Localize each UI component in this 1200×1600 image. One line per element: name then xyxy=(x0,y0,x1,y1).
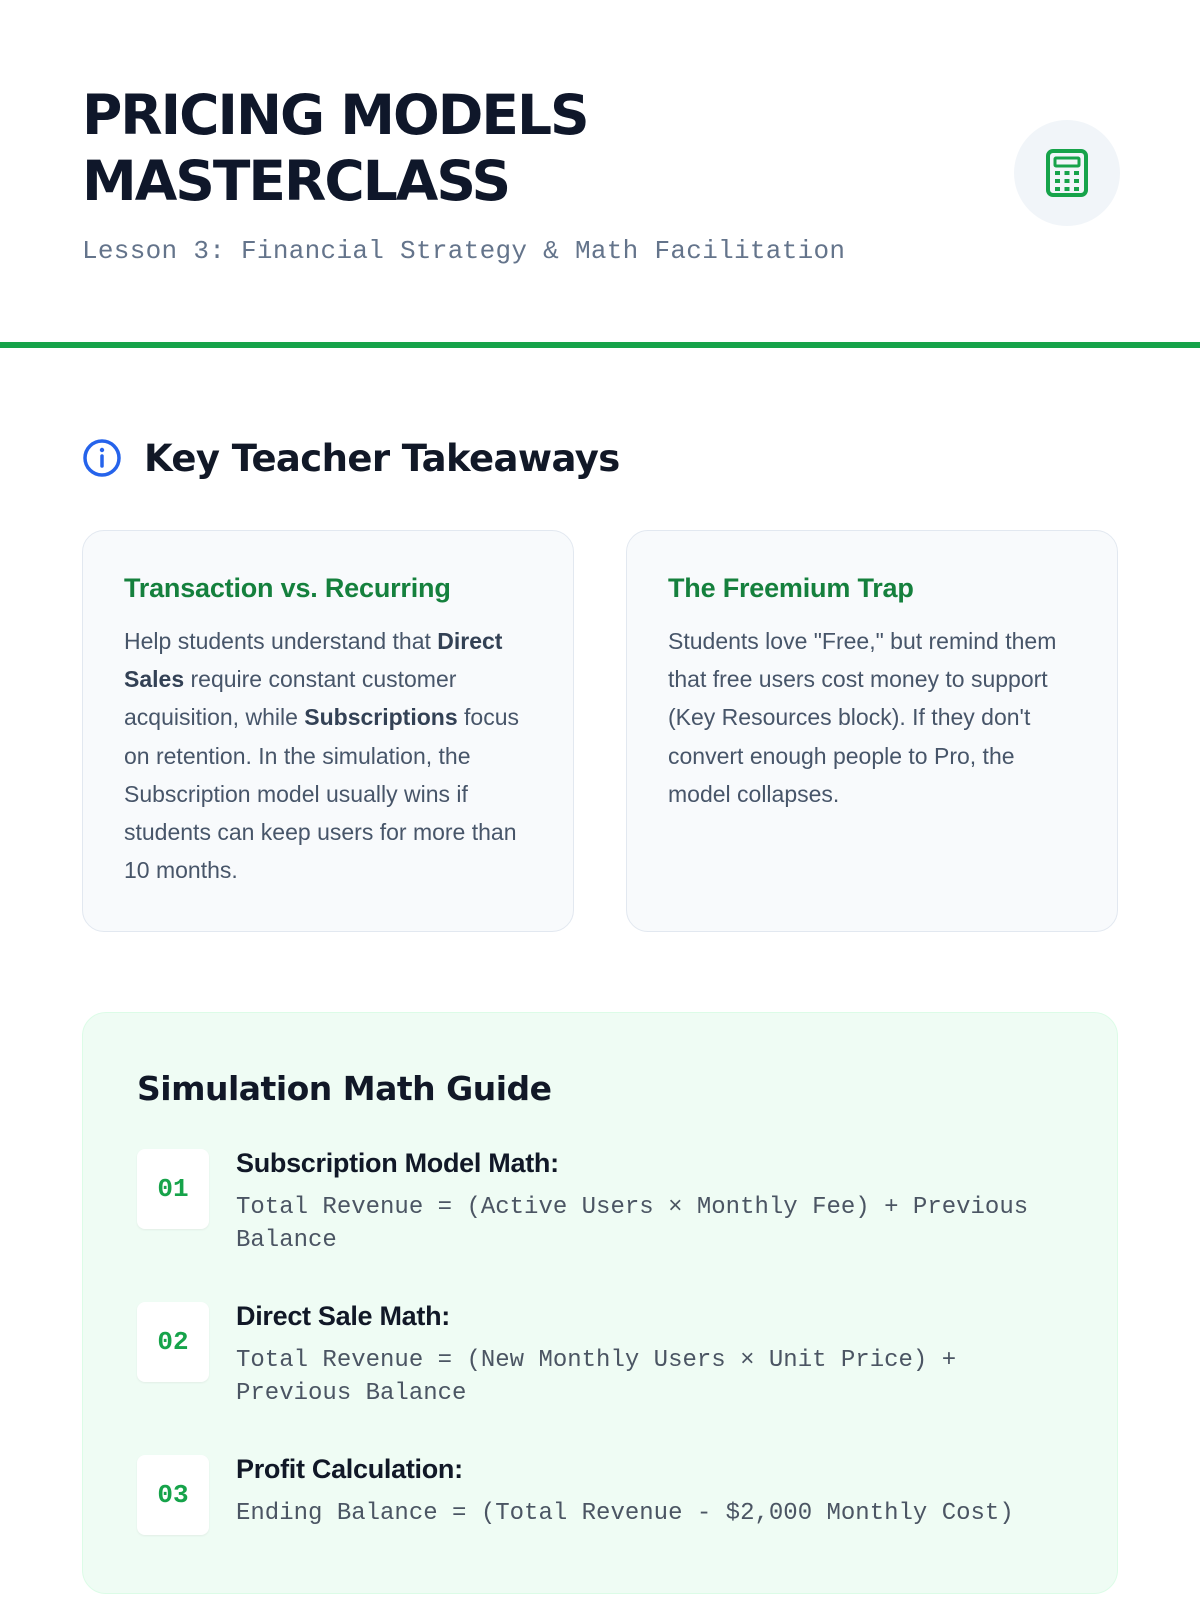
takeaways-section xyxy=(0,428,1200,932)
page-title xyxy=(82,82,802,214)
step-content xyxy=(236,1301,1063,1410)
takeaway-cards xyxy=(82,530,1118,932)
card-body xyxy=(124,622,533,889)
card-text: require constant customer acquisition, while xyxy=(124,666,457,731)
card-title: Transaction vs. Recurring xyxy=(124,573,451,603)
card-text: Students love "Free," but remind them that free users cost money to support (Key Resources block). If they don't convert enough people to Pro, the model collapses. xyxy=(668,628,1057,807)
takeaways-title: Key Teacher Takeaways xyxy=(144,436,620,480)
calculator-icon xyxy=(1045,148,1089,198)
card-title: The Freemium Trap xyxy=(668,573,914,603)
step-number: 01 xyxy=(137,1149,209,1229)
math-step xyxy=(137,1301,1063,1454)
step-content xyxy=(236,1454,1014,1530)
page-header xyxy=(0,0,1200,348)
step-number: 02 xyxy=(137,1302,209,1382)
card-text: Help students understand that xyxy=(124,628,438,654)
math-guide-title: Simulation Math Guide xyxy=(137,1069,552,1108)
calculator-badge xyxy=(1014,120,1120,226)
step-formula: Total Revenue = (New Monthly Users × Unit Price) + Previous Balance xyxy=(236,1347,957,1407)
takeaway-card xyxy=(82,530,574,932)
card-text: focus on retention. In the simulation, the Subscription model usually wins if students can keep users for more than 10 months. xyxy=(124,704,519,884)
card-body xyxy=(668,622,1077,813)
step-formula: Ending Balance = (Total Revenue - $2,000 Monthly Cost) xyxy=(236,1500,1014,1527)
step-formula: Total Revenue = (Active Users × Monthly Fee) + Previous Balance xyxy=(236,1194,1029,1254)
step-number: 03 xyxy=(137,1455,209,1535)
math-step xyxy=(137,1148,1063,1301)
card-emphasis: Direct Sales xyxy=(124,628,503,693)
lesson-subtitle: Lesson 3: Financial Strategy & Math Facilitation xyxy=(82,236,846,266)
step-label: Profit Calculation: xyxy=(236,1454,463,1484)
math-steps xyxy=(137,1148,1063,1535)
info-icon xyxy=(82,438,122,478)
math-step xyxy=(137,1454,1063,1535)
page-title-line-2: MASTERCLASS xyxy=(82,149,510,213)
step-content xyxy=(236,1148,1063,1257)
takeaway-card xyxy=(626,530,1118,932)
step-label: Subscription Model Math: xyxy=(236,1148,559,1178)
step-label: Direct Sale Math: xyxy=(236,1301,450,1331)
page-title-line-1: PRICING MODELS xyxy=(82,83,588,147)
card-emphasis: Subscriptions xyxy=(304,704,458,731)
math-guide-panel xyxy=(82,1012,1118,1594)
takeaways-header xyxy=(82,428,1118,488)
